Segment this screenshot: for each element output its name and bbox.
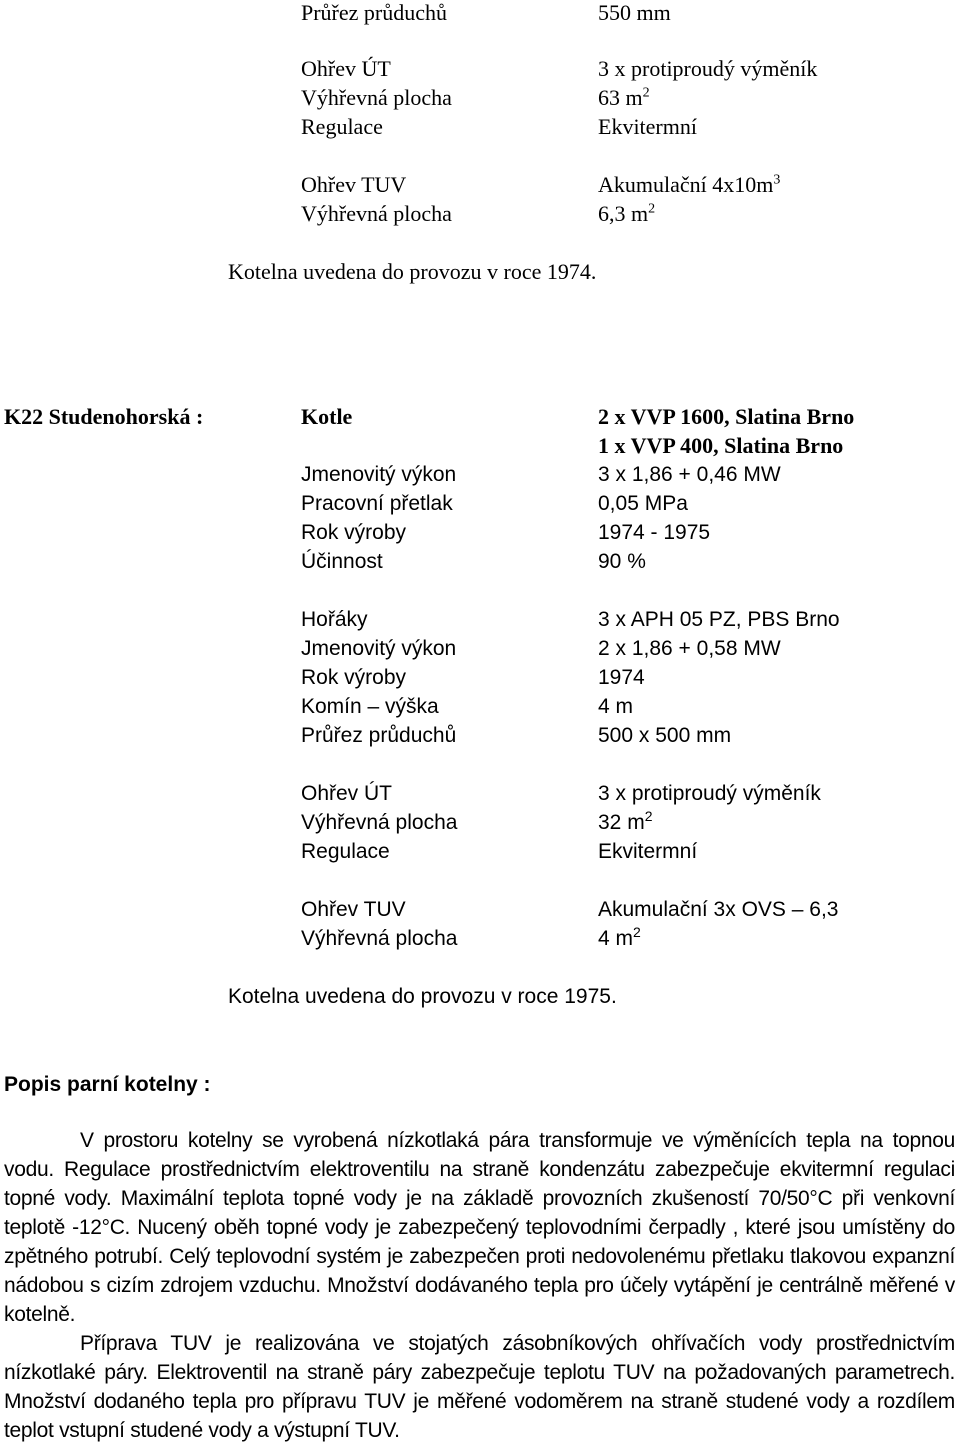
value-chimney-height: 4 m [598,695,634,718]
value-heating-tuv: Akumulační $4x10m^3$ [598,172,781,197]
value-boilers-1: 2 x VVP 1600, Slatina Brno [598,404,855,429]
value-rated-power: 3 x 1,86 + 0,46 MW [598,463,781,486]
label-burner-year: Rok výroby [301,666,407,689]
label-k22-regulation: Regulace [301,840,390,863]
label-year-made: Rok výroby [301,521,407,544]
label-k22-heating-ut: Ohřev ÚT [301,782,393,805]
value-boilers-2: 1 x VVP 400, Slatina Brno [598,433,844,458]
steam-paragraph-1: V prostoru kotelny se vyrobená nízkotlaká pára transformuje ve výměnících tepla na topnou vodu. Regulace prostřednictvím elektroventilu na straně kondenzátu zabezpečuje ekvitermní regulaci topné vody. Maximální teplota topné vody je na základě provozních zkušeností 70/50°C při venkovní teplotě -12°C. Nucený oběh topné vody je zabezpečený teplovodními čerpadly , které jsou umístěny do zpětného potrubí. Celý teplovodní systém je zabezpečen proti nedovolenému přetlaku tlakovou expanzní nádobou s cizím zdrojem vzduchu. Množství dodávaného tepla pro účely vytápění je centrálně měřené v kotelně. [4,1129,955,1326]
label-k22-heating-area-tuv: Výhřevná plocha [301,927,458,950]
value-k22-heating-ut: 3 x protiproudý výměník [598,782,821,805]
label-flue-section: Průřez průduchů [301,724,457,747]
label-k22-heating-tuv: Ohřev TUV [301,898,406,921]
label-heating-area: Výhřevná plocha [301,85,452,110]
value-working-pressure: 0,05 MPa [598,492,688,515]
value-heating-area-tuv: 6,3 $m^2$ [598,201,656,226]
label-heating-area-tuv: Výhřevná plocha [301,201,452,226]
value-burner-power: 2 x 1,86 + 0,58 MW [598,637,781,660]
value-flue-section: 500 x 500 mm [598,724,732,747]
label-heating-ut: Ohřev ÚT [301,56,391,81]
label-k22-heating-area: Výhřevná plocha [301,811,458,834]
label-heating-tuv: Ohřev TUV [301,172,407,197]
label-burners: Hořáky [301,608,368,631]
value-burner-year: 1974 [598,666,645,689]
steam-description [4,1126,955,1445]
value-heating-ut: 3 x protiproudý výměník [598,56,818,81]
value-efficiency: 90 % [598,550,646,573]
commissioning-note-1975: Kotelna uvedena do provozu v roce 1975. [228,985,617,1008]
commissioning-note-1974: Kotelna uvedena do provozu v roce 1974. [228,259,597,284]
value-regulation: Ekvitermní [598,114,697,139]
value-k22-heating-area-tuv: 4 $m^2$ [598,924,641,950]
label-burner-power: Jmenovitý výkon [301,637,457,660]
k22-title: K22 Studenohorská : [4,404,204,429]
value-year-made: 1974 - 1975 [598,521,711,544]
value-k22-regulation: Ekvitermní [598,840,698,863]
label-efficiency: Účinnost [301,550,383,573]
value-burners: 3 x APH 05 PZ, PBS Brno [598,608,840,631]
label-cross-section: Průřez průduchů [301,0,448,25]
label-rated-power: Jmenovitý výkon [301,463,457,486]
steam-heading: Popis parní kotelny : [4,1073,211,1096]
label-regulation: Regulace [301,114,383,139]
label-chimney-height: Komín – výška [301,695,439,718]
value-k22-heating-tuv: Akumulační 3x OVS – 6,3 [598,898,839,921]
value-k22-heating-area: 32 $m^2$ [598,808,653,834]
label-boilers: Kotle [301,404,353,429]
steam-paragraph-2: Příprava TUV je realizována ve stojatých zásobníkových ohřívačích vody prostřednictvím nízkotlaké páry. Elektroventil na straně páry zabezpečuje teplotu TUV na požadovaných parametrech. Množství dodaného tepla pro přípravu TUV je měřené vodoměrem na straně studené vody a rozdílem teplot vstupní studené vody a výstupní TUV. [4,1332,955,1442]
value-cross-section: 550 mm [598,0,671,25]
value-heating-area: 63 $m^2$ [598,85,650,110]
label-working-pressure: Pracovní přetlak [301,492,453,515]
